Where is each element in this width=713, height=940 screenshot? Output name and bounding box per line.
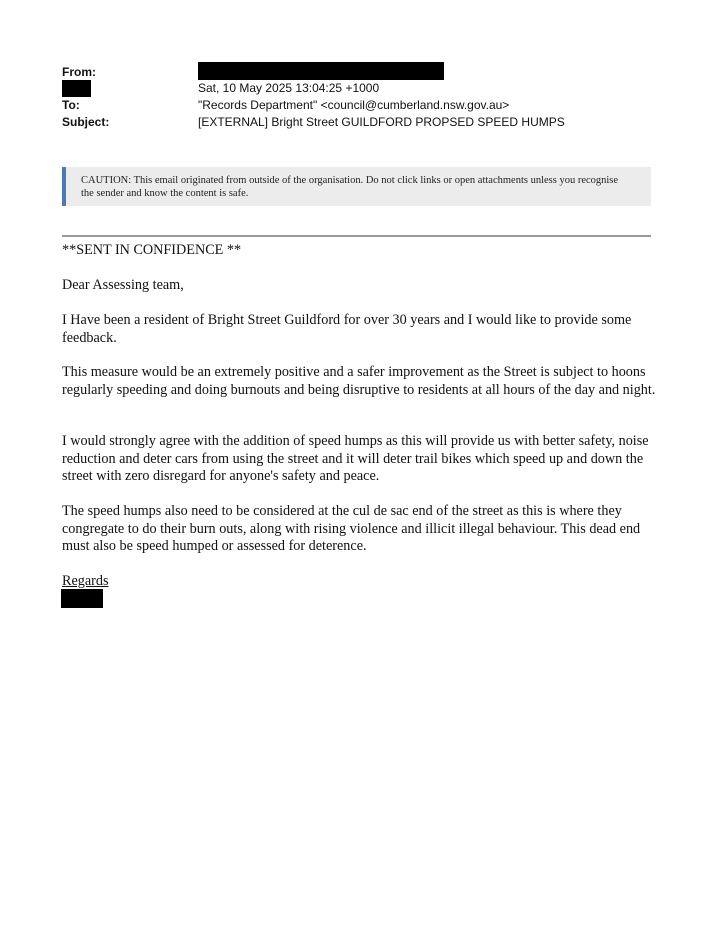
- body-paragraph: I would strongly agree with the addition of speed humps as this will provide us with better safety, noise reduction and deter cars from using the street and it will deter trail bikes which speed up and down the street with zero disregard for anyone's safety and peace.: [62, 433, 649, 484]
- from-label: From:: [62, 65, 96, 79]
- confidential-notice: **SENT IN CONFIDENCE **: [62, 242, 242, 258]
- redacted-sent-label: [62, 80, 91, 97]
- body-paragraph: I Have been a resident of Bright Street Guildford for over 30 years and I would like to provide some feedback.: [62, 312, 632, 346]
- caution-text: CAUTION: This email originated from outside of the organisation. Do not click links or open attachments unless you recognise the sender and know the content is safe.: [81, 175, 619, 199]
- to-value: "Records Department" <council@cumberland.nsw.gov.au>: [198, 98, 510, 112]
- signoff: Regards: [62, 573, 109, 589]
- sent-value: Sat, 10 May 2025 13:04:25 +1000: [198, 81, 380, 95]
- caution-banner: [62, 167, 651, 206]
- redacted-signature: [61, 589, 103, 608]
- divider: [62, 235, 651, 237]
- subject-label: Subject:: [62, 115, 110, 129]
- subject-value: [EXTERNAL] Bright Street GUILDFORD PROPSED SPEED HUMPS: [198, 115, 565, 129]
- redacted-sender: [198, 62, 444, 80]
- body-paragraph: This measure would be an extremely positive and a safer improvement as the Street is subject to hoons regularly speeding and doing burnouts and being disruptive to residents at all hours of the day and night.: [62, 364, 656, 398]
- greeting: Dear Assessing team,: [62, 277, 184, 293]
- body-paragraph: The speed humps also need to be considered at the cul de sac end of the street as this is where they congregate to do their burn outs, along with rising violence and illicit illegal behaviour. This dead end must also be speed humped or assessed for deterence.: [62, 503, 641, 554]
- to-label: To:: [62, 98, 80, 112]
